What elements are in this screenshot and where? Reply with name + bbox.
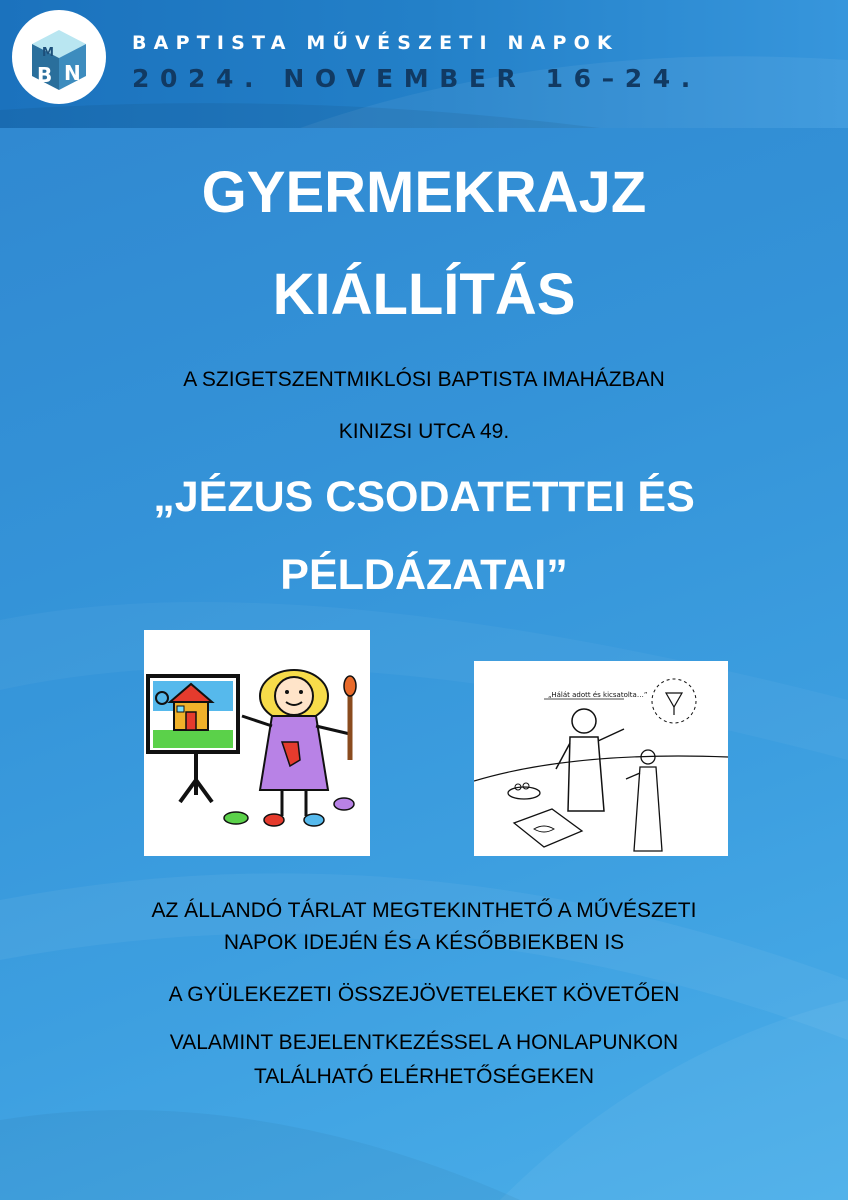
- theme-line-1: „JÉZUS CSODATETTEI ÉS: [153, 473, 695, 521]
- festival-dates: 2024. NOVEMBER 16–24.: [132, 64, 701, 93]
- venue-place: A SZIGETSZENTMIKLÓSI BAPTISTA IMAHÁZBAN: [183, 368, 665, 391]
- svg-text:B: B: [37, 63, 53, 87]
- sketch-caption: „Hálát adott és kicsatolta…”: [548, 691, 648, 699]
- info-line-2: NAPOK IDEJÉN ÉS A KÉSŐBBIEKBEN IS: [223, 931, 625, 954]
- info-line-3: A GYÜLEKEZETI ÖSSZEJÖVETELEKET KÖVETŐEN: [168, 983, 680, 1006]
- ben-cube-logo-icon: [12, 10, 106, 104]
- festival-name: BAPTISTA MŰVÉSZETI NAPOK: [132, 32, 619, 54]
- child-painting-image: [144, 630, 370, 856]
- theme-line-2: PÉLDÁZATAI”: [280, 551, 568, 599]
- jesus-sketch-image: [474, 661, 728, 856]
- child-painting-illustration: [144, 630, 370, 856]
- header-banner: [0, 0, 848, 128]
- info-line-1: AZ ÁLLANDÓ TÁRLAT MEGTEKINTHETŐ A MŰVÉSZETI: [151, 899, 697, 922]
- title-line-2: KIÁLLÍTÁS: [272, 262, 576, 327]
- venue-address: KINIZSI UTCA 49.: [338, 420, 510, 443]
- info-line-4: VALAMINT BEJELENTKEZÉSSEL A HONLAPUNKON: [169, 1031, 679, 1054]
- logo: [12, 10, 106, 104]
- title-line-1: GYERMEKRAJZ: [201, 160, 647, 225]
- svg-text:M: M: [42, 45, 54, 59]
- svg-text:N: N: [64, 61, 81, 85]
- info-line-5: TALÁLHATÓ ELÉRHETŐSÉGEKEN: [254, 1065, 594, 1088]
- jesus-sketch-illustration: [474, 661, 728, 856]
